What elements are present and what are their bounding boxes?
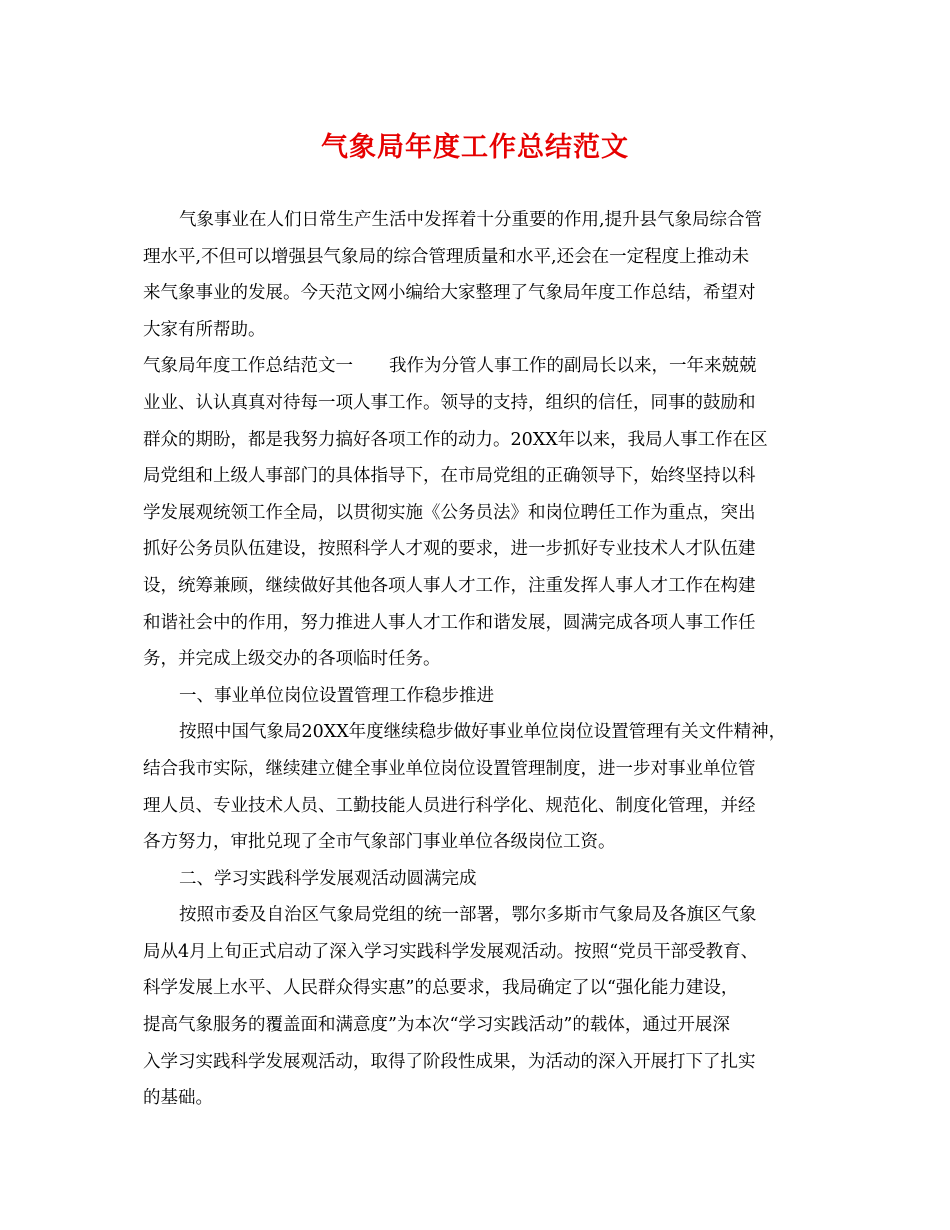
text-line: 结合我市实际，继续建立健全事业单位岗位设置管理制度，进一步对事业单位管 (143, 758, 756, 779)
text-line: 的基础。 (143, 1088, 213, 1109)
section-first-text: 我作为分管人事工作的副局长以来，一年来兢兢 (389, 356, 757, 377)
text-line: 按照市委及自治区气象局党组的统一部署，鄂尔多斯市气象局及各旗区气象 (179, 905, 757, 926)
document-title: 气象局年度工作总结范文 (321, 132, 629, 163)
text-line: 抓好公务员队伍建设，按照科学人才观的要求，进一步抓好专业技术人才队伍建 (143, 539, 756, 560)
text-line: 理水平,不但可以增强县气象局的综合管理质量和水平,还会在一定程度上推动未 (143, 246, 750, 267)
heading-two: 二、学习实践科学发展观活动圆满完成 (179, 868, 477, 889)
text-line: 设，统筹兼顾，继续做好其他各项人事人才工作，注重发挥人事人才工作在构建 (143, 575, 756, 596)
text-line: 业业、认认真真对待每一项人事工作。领导的支持，组织的信任，同事的鼓励和 (143, 392, 756, 413)
text-line: 和谐社会中的作用，努力推进人事人才工作和谐发展，圆满完成各项人事工作任 (143, 612, 756, 633)
text-line: 气象事业在人们日常生产生活中发挥着十分重要的作用,提升县气象局综合管 (179, 210, 763, 230)
text-line: 按照中国气象局20XX年度继续稳步做好事业单位岗位设置管理有关文件精神， (179, 722, 787, 743)
text-line: 科学发展上水平、人民群众得实惠”的总要求，我局确定了以“强化能力建设， (143, 978, 739, 999)
text-line: 入学习实践科学发展观活动，取得了阶段性成果，为活动的深入开展打下了扎实 (143, 1051, 756, 1072)
heading-one: 一、事业单位岗位设置管理工作稳步推进 (179, 685, 494, 706)
text-line: 群众的期盼，都是我努力搞好各项工作的动力。20XX年以来，我局人事工作在区 (143, 429, 768, 450)
text-line: 学发展观统领工作全局，以贯彻实施《公务员法》和岗位聘任工作为重点，突出 (143, 502, 756, 523)
intro-paragraph (143, 202, 813, 348)
text-line: 来气象事业的发展。今天范文网小编给大家整理了气象局年度工作总结，希望对 (143, 283, 756, 304)
section-first-line (143, 348, 813, 385)
text-line: 局从4月上旬正式启动了深入学习实践科学发展观活动。按照“党员干部受教育、 (143, 941, 759, 962)
text-line: 局党组和上级人事部门的具体指导下，在市局党组的正确领导下，始终坚持以科 (143, 466, 756, 487)
text-line: 大家有所帮助。 (143, 319, 266, 340)
section-label: 气象局年度工作总结范文一 (143, 356, 353, 377)
text-line: 各方努力，审批兑现了全市气象部门事业单位各级岗位工资。 (143, 832, 616, 853)
text-line: 提高气象服务的覆盖面和满意度”为本次“学习实践活动”的载体，通过开展深 (143, 1015, 730, 1036)
document-body (143, 202, 813, 1117)
section-one-paragraph (143, 348, 813, 677)
text-line: 理人员、专业技术人员、工勤技能人员进行科学化、规范化、制度化管理，并经 (143, 795, 756, 816)
text-line: 务，并完成上级交办的各项临时任务。 (143, 649, 441, 670)
paragraph-one (143, 714, 813, 860)
paragraph-two (143, 897, 813, 1117)
